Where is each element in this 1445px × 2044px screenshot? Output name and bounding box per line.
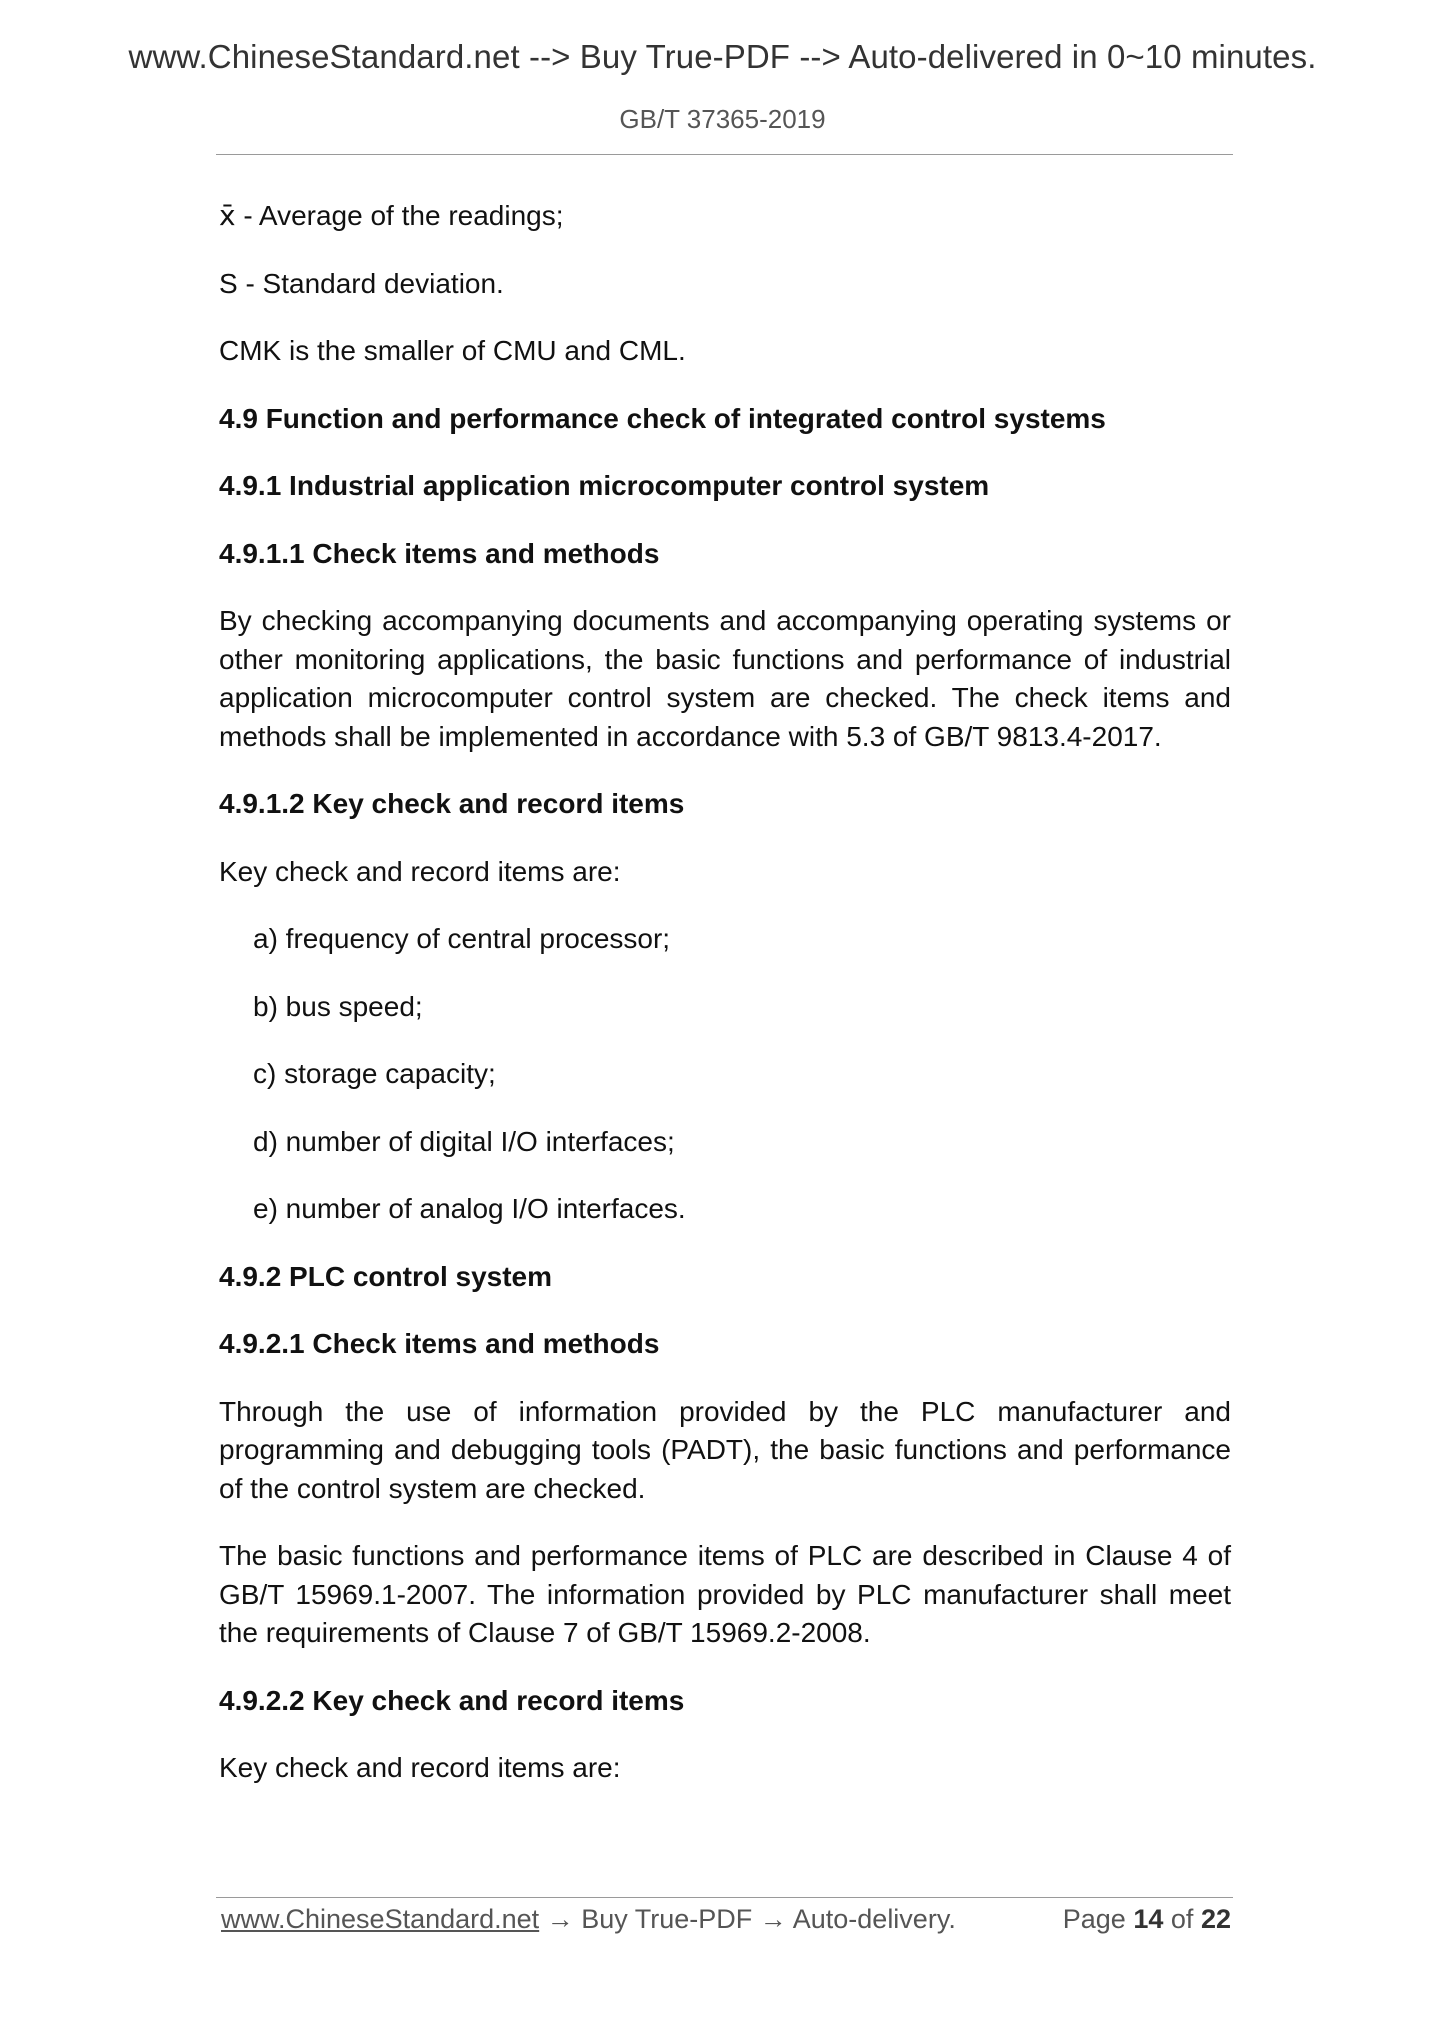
page-indicator [1063,1899,1231,1939]
page-total: 22 [1200,1904,1231,1934]
heading-4-9-2-2: 4.9.2.2 Key check and record items [219,1684,685,1716]
site-banner: www.ChineseStandard.net --> Buy True-PDF --> Auto-delivered in 0~10 minutes. [128,38,1317,75]
heading-4-9-1: 4.9.1 Industrial application microcomputer control system [219,470,990,501]
footer-tagline: → Buy True-PDF → Auto-delivery. [539,1904,956,1934]
paragraph-4-9-1-1: By checking accompanying documents and accompanying operating systems or other monitoring applications, the basic functions and performance of industrial application microcomputer control system are checked. The check items and methods shall be implemented in accordance with 5.3 of GB/T 9813.4-2017. [219,605,1231,752]
heading-4-9-1-1: 4.9.1.1 Check items and methods [219,537,660,569]
list-item: d) number of digital I/O interfaces; [253,1125,675,1157]
list-item: c) storage capacity; [253,1058,496,1089]
paragraph-average-definition [219,197,1231,236]
list-item: b) bus speed; [253,990,423,1022]
average-definition-text: - Average of the readings; [235,200,564,231]
paragraph-4-9-1-2: Key check and record items are: [219,855,621,887]
x-bar-symbol: x̄ [219,199,236,232]
heading-4-9-2-1: 4.9.2.1 Check items and methods [219,1328,660,1359]
heading-4-9-1-2: 4.9.1.2 Key check and record items [219,788,685,819]
page-footer [221,1899,1231,1939]
paragraph-cmk: CMK is the smaller of CMU and CML. [219,335,686,366]
footer-site-link[interactable]: www.ChineseStandard.net [221,1904,540,1934]
list-item: e) number of analog I/O interfaces. [253,1193,686,1224]
list-item: a) frequency of central processor; [253,923,671,954]
page-label: Page [1062,1904,1126,1934]
paragraph-4-9-2-1-b: The basic functions and performance items of PLC are described in Clause 4 of GB/T 15969.1-2007. The information provided by PLC manufacturer shall meet the requirements of Clause 7 of GB/T 15969.2-2008. [219,1540,1231,1648]
footer-divider [216,1897,1233,1898]
page-of-label: of [1170,1904,1194,1934]
page-current: 14 [1133,1904,1164,1934]
heading-4-9: 4.9 Function and performance check of integrated control systems [219,402,1106,434]
header-divider [216,154,1233,155]
paragraph-4-9-2-1-a: Through the use of information provided by the PLC manufacturer and programming and debugging tools (PADT), the basic functions and performance of the control system are checked. [219,1395,1231,1504]
document-id: GB/T 37365-2019 [619,104,826,134]
document-body [219,197,1231,1817]
heading-4-9-2: 4.9.2 PLC control system [219,1260,553,1292]
paragraph-4-9-2-2: Key check and record items are: [219,1752,621,1783]
paragraph-standard-deviation: S - Standard deviation. [219,267,504,299]
